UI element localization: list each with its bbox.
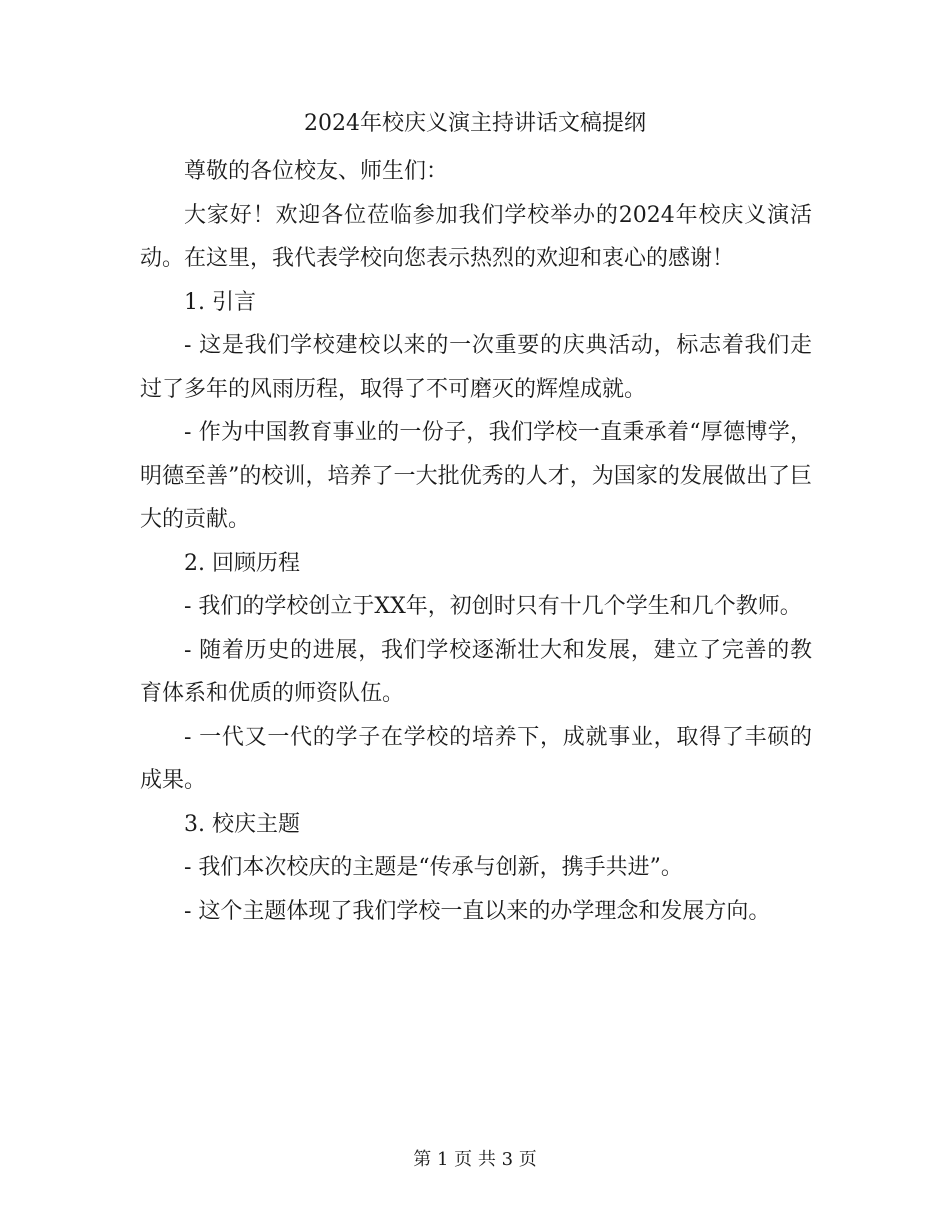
section-heading-theme: 3. 校庆主题 [184,811,300,837]
document-title: 2024年校庆义演主持讲话文稿提纲 [304,111,646,136]
page-number-footer: 第 1 页 共 3 页 [413,1149,537,1170]
section-heading-intro: 1. 引言 [184,289,256,315]
list-item: - 一代又一代的学子在学校的培养下，成就事业，取得了丰硕的成果。 [140,724,812,793]
list-item: - 随着历史的进展，我们学校逐渐壮大和发展，建立了完善的教育体系和优质的师资队伍。 [140,637,812,706]
greeting-paragraph: 大家好！欢迎各位莅临参加我们学校举办的2024年校庆义演活动。在这里，我代表学校向您表示热烈的欢迎和衷心的感谢！ [140,202,812,271]
list-item: - 我们本次校庆的主题是“传承与创新，携手共进”。 [184,855,683,880]
list-item: - 这个主题体现了我们学校一直以来的办学理念和发展方向。 [184,898,771,924]
list-item: - 作为中国教育事业的一份子，我们学校一直秉承着“厚德博学，明德至善”的校训，培养了一大批优秀的人才，为国家的发展做出了巨大的贡献。 [140,420,812,532]
list-item: - 我们的学校创立于XX年，初创时只有十几个学生和几个教师。 [184,594,802,619]
section-heading-history: 2. 回顾历程 [184,550,300,576]
salutation: 尊敬的各位校友、师生们： [184,159,449,184]
list-item: - 这是我们学校建校以来的一次重要的庆典活动，标志着我们走过了多年的风雨历程，取得了不可磨灭的辉煌成就。 [140,333,812,402]
document-body [140,150,812,933]
